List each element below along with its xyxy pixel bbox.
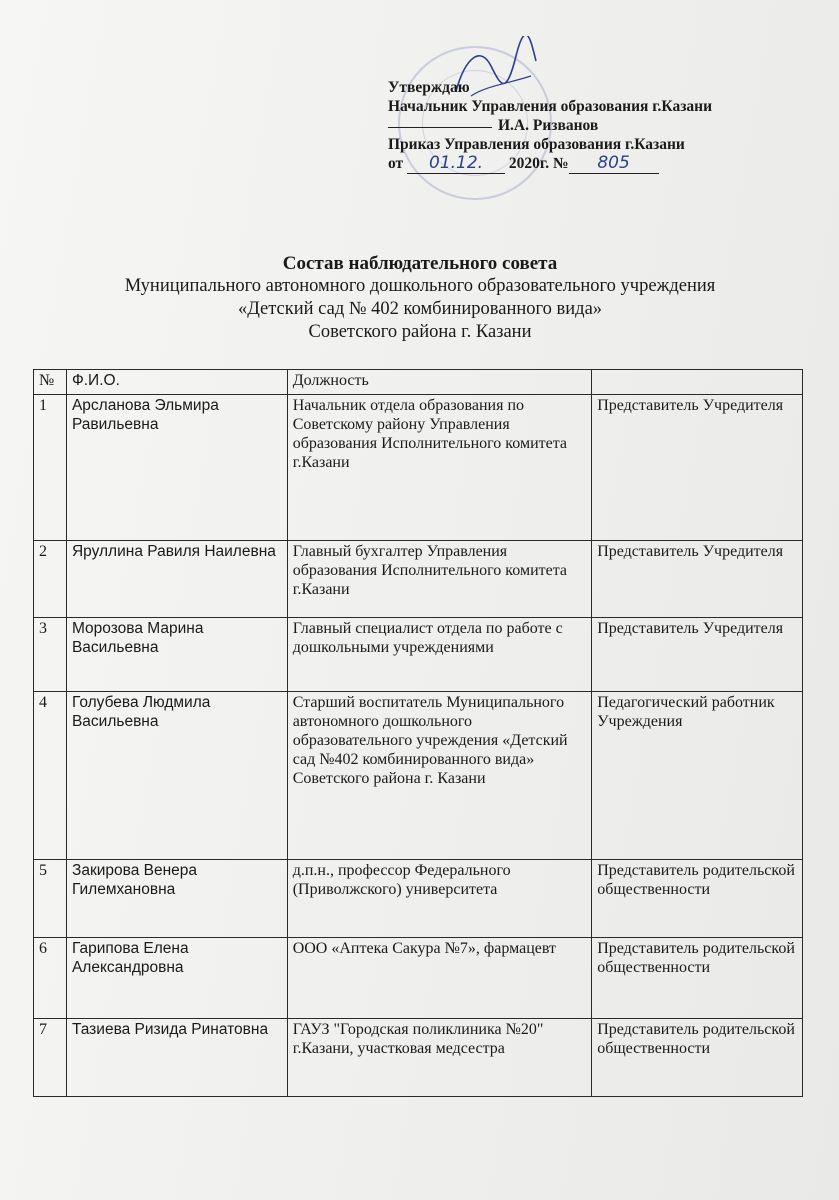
- table-row: [34, 692, 803, 860]
- row-position: д.п.н., профессор Федерального (Приволжского) университета: [287, 860, 592, 938]
- document-title: [40, 252, 800, 344]
- table-row: [34, 938, 803, 1019]
- row-name: Яруллина Равиля Наилевна: [66, 541, 287, 618]
- row-name: Тазиева Ризида Ринатовна: [66, 1019, 287, 1097]
- table-row: [34, 1019, 803, 1097]
- approval-signer-line: [388, 116, 808, 135]
- approval-block: [388, 78, 808, 174]
- approval-date-line: [388, 154, 808, 174]
- table-header-row: [34, 370, 803, 395]
- row-num: 6: [34, 938, 67, 1019]
- row-role: Представитель родительской общественности: [592, 1019, 803, 1097]
- row-position: Начальник отдела образования по Советскому району Управления образования Исполнительного комитета г.Казани: [287, 395, 592, 541]
- row-name: Закирова Венера Гилемхановна: [66, 860, 287, 938]
- date-year: 2020г. №: [508, 155, 569, 172]
- header-position: Должность: [287, 370, 592, 395]
- table-row: [34, 395, 803, 541]
- row-position: ООО «Аптека Сакура №7», фармацевт: [287, 938, 592, 1019]
- row-name: Арсланова Эльмира Равильевна: [66, 395, 287, 541]
- handwritten-date: 01.12.: [429, 153, 484, 173]
- row-num: 5: [34, 860, 67, 938]
- row-num: 3: [34, 618, 67, 692]
- approval-order: Приказ Управления образования г.Казани: [388, 136, 685, 153]
- title-line-2: Муниципального автономного дошкольного образовательного учреждения: [124, 276, 716, 296]
- row-role: Представитель родительской общественности: [592, 938, 803, 1019]
- row-name: Гарипова Елена Александровна: [66, 938, 287, 1019]
- row-num: 7: [34, 1019, 67, 1097]
- row-num: 1: [34, 395, 67, 541]
- row-position: Старший воспитатель Муниципального автономного дошкольного образовательного учреждения «Детский сад №402 комбинированного вида» Советского района г. Казани: [287, 692, 592, 860]
- header-role: [592, 370, 803, 395]
- row-role: Представитель родительской общественности: [592, 860, 803, 938]
- row-role: Педагогический работник Учреждения: [592, 692, 803, 860]
- title-main: Состав наблюдательного совета: [282, 253, 558, 274]
- row-position: ГАУЗ "Городская поликлиника №20" г.Казани, участковая медсестра: [287, 1019, 592, 1097]
- approval-signer: И.А. Ризванов: [498, 117, 599, 134]
- header-num: №: [34, 370, 67, 395]
- members-table: [33, 369, 803, 1097]
- table-row: [34, 618, 803, 692]
- title-line-4: Советского района г. Казани: [308, 322, 532, 342]
- row-position: Главный специалист отдела по работе с дошкольными учреждениями: [287, 618, 592, 692]
- row-num: 2: [34, 541, 67, 618]
- table-row: [34, 860, 803, 938]
- row-name: Морозова Марина Васильевна: [66, 618, 287, 692]
- table-row: [34, 541, 803, 618]
- date-prefix: от: [388, 155, 404, 172]
- row-role: Представитель Учредителя: [592, 395, 803, 541]
- row-role: Представитель Учредителя: [592, 541, 803, 618]
- approval-position: Начальник Управления образования г.Казани: [388, 98, 713, 115]
- row-role: Представитель Учредителя: [592, 618, 803, 692]
- row-position: Главный бухгалтер Управления образования Исполнительного комитета г.Казани: [287, 541, 592, 618]
- title-line-3: «Детский сад № 402 комбинированного вида»: [237, 299, 603, 319]
- row-num: 4: [34, 692, 67, 860]
- header-name: Ф.И.О.: [66, 370, 287, 395]
- row-name: Голубева Людмила Васильевна: [66, 692, 287, 860]
- handwritten-order-number: 805: [597, 153, 630, 173]
- approval-heading: Утверждаю: [388, 79, 470, 96]
